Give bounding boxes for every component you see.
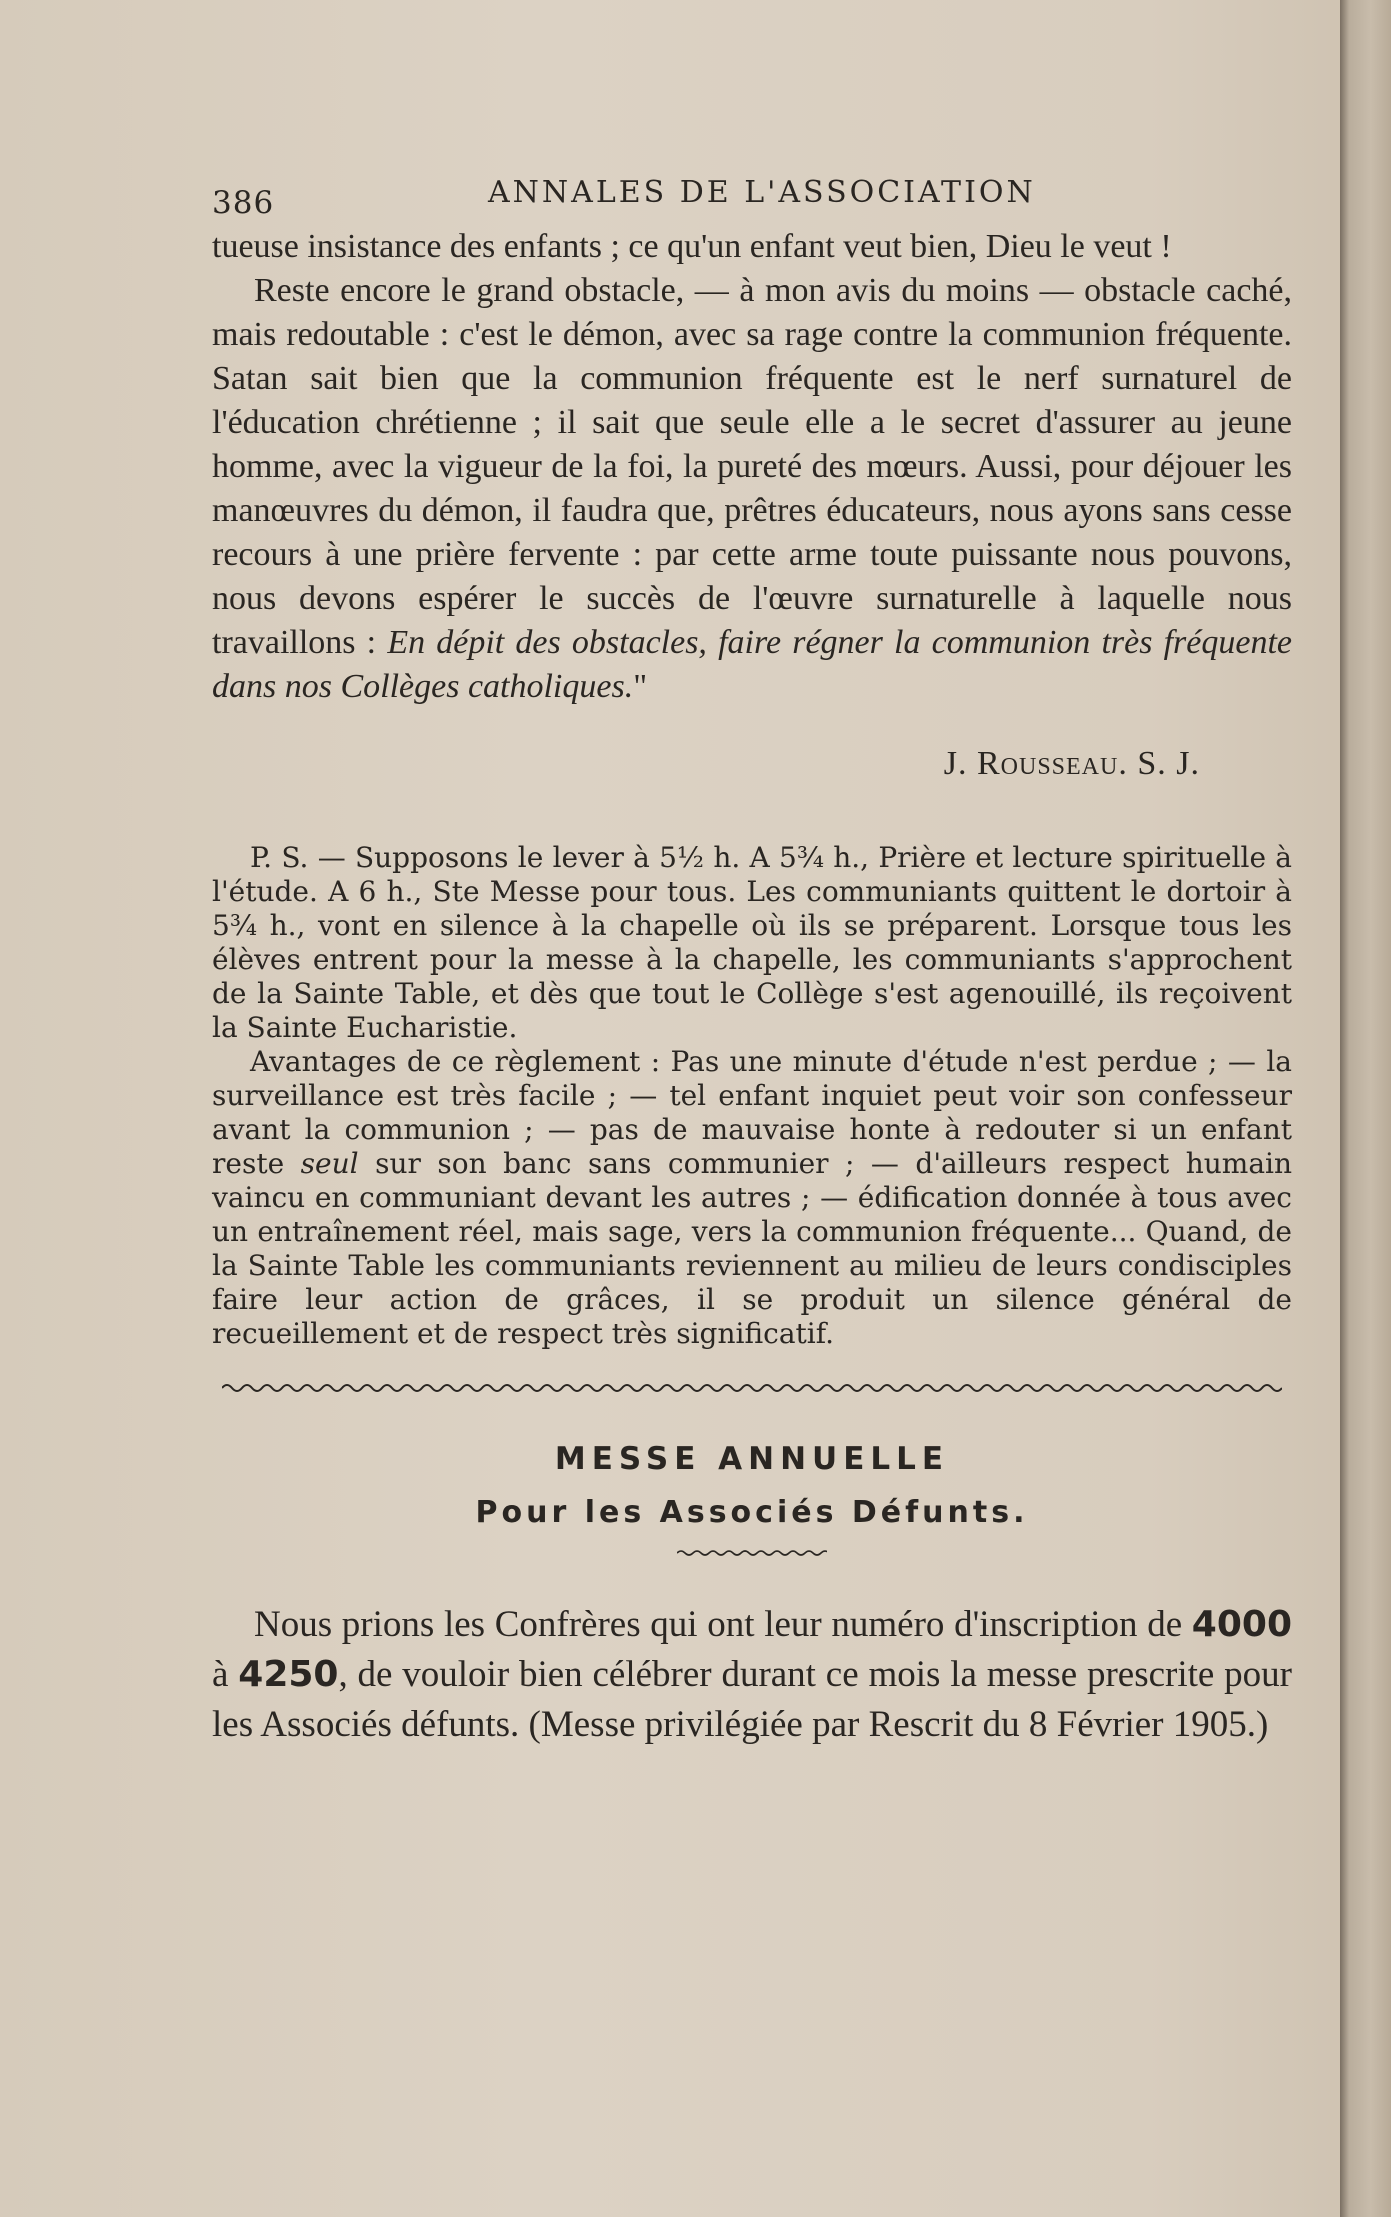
- postscript-p2-start: Avantages de ce règlement : Pas une minute d'étude n'est perdue ; — la surveillance est très facile ; — tel enfant inquiet peut voir son confesseur avant la communion ; — pas de mauvaise honte à redouter si un enfant reste: [212, 1045, 1292, 1180]
- small-wavy-divider: [677, 1548, 827, 1558]
- author-signature: [212, 745, 1200, 783]
- announcement-title: MESSE ANNUELLE: [554, 1441, 950, 1477]
- page-edge: [1340, 0, 1391, 2217]
- signature-initial: J.: [943, 745, 977, 782]
- registration-number-start: 4000: [1191, 1604, 1292, 1645]
- notice-text-end: , de vouloir bien célébrer durant ce mois la messe prescrite pour les Associés défunts. (Messe privilégiée par Rescrit du 8 Février 1905.): [212, 1654, 1292, 1745]
- notice-text-start: Nous prions les Confrères qui ont leur numéro d'inscription de: [254, 1604, 1183, 1645]
- postscript-p2-end: sur son banc sans communier ; — d'ailleurs respect humain vaincu en communiant devant les autres ; — édification donnée à tous avec un entraînement réel, mais sage, vers la communion fréquente... Quand, de la Sainte Table les communiants reviennent au milieu de leurs condisciples faire leur action de grâces, il se produit un silence général de recueillement et de respect très significatif.: [212, 1147, 1292, 1350]
- announcement-notice: [212, 1600, 1292, 1750]
- wavy-divider: [222, 1381, 1282, 1395]
- running-title: ANNALES DE L'ASSOCIATION: [488, 175, 1036, 210]
- italic-motto: En dépit des obstacles, faire régner la communion très fréquente dans nos Collèges catholiques.: [212, 624, 1293, 705]
- page-number: 386: [212, 185, 275, 221]
- registration-number-end: 4250: [238, 1654, 339, 1695]
- postscript-paragraph-1: P. S. — Supposons le lever à 5½ h. A 5¾ h., Prière et lecture spirituelle à l'étude. A 6 h., Ste Messe pour tous. Les communiants quittent le dortoir à 5¾ h., vont en silence à la chapelle où ils se préparent. Lorsque tous les élèves entrent pour la messe à la chapelle, les communiants s'approchent de la Sainte Table, et dès que tout le Collège s'est agenouillé, ils reçoivent la Sainte Eucharistie.: [212, 841, 1292, 1044]
- signature-name: Rousseau: [976, 745, 1119, 782]
- main-text: [212, 225, 1292, 709]
- postscript: [212, 841, 1292, 1351]
- paragraph-obstacle-text: Reste encore le grand obstacle, — à mon avis du moins — obstacle caché, mais redoutable : c'est le démon, avec sa rage contre la communion fréquente. Satan sait bien que la communion fréquente est le nerf surnaturel de l'éducation chrétienne ; il sait que seule elle a le secret d'assurer au jeune homme, avec la vigueur de la foi, la pureté des mœurs. Aussi, pour déjouer les manœuvres du démon, il faudra que, prêtres éducateurs, nous ayons sans cesse recours à une prière fervente : par cette arme toute puissante nous pouvons, nous devons espérer le succès de l'œuvre surnaturelle à laquelle nous travaillons :: [212, 272, 1292, 661]
- signature-suffix: . S. J.: [1118, 745, 1200, 782]
- paragraph-obstacle: [212, 269, 1292, 709]
- notice-paragraph: [212, 1600, 1292, 1750]
- paragraph-continuation: tueuse insistance des enfants ; ce qu'un enfant veut bien, Dieu le veut !: [212, 228, 1172, 265]
- postscript-paragraph-2: [212, 1045, 1292, 1351]
- notice-text-a: à: [212, 1654, 229, 1695]
- page-content: [212, 175, 1292, 1750]
- postscript-italic-word: seul: [300, 1147, 359, 1180]
- announcement-subtitle: Pour les Associés Défunts.: [475, 1495, 1029, 1530]
- closing-quote: ": [633, 668, 648, 705]
- running-header: [212, 175, 1292, 225]
